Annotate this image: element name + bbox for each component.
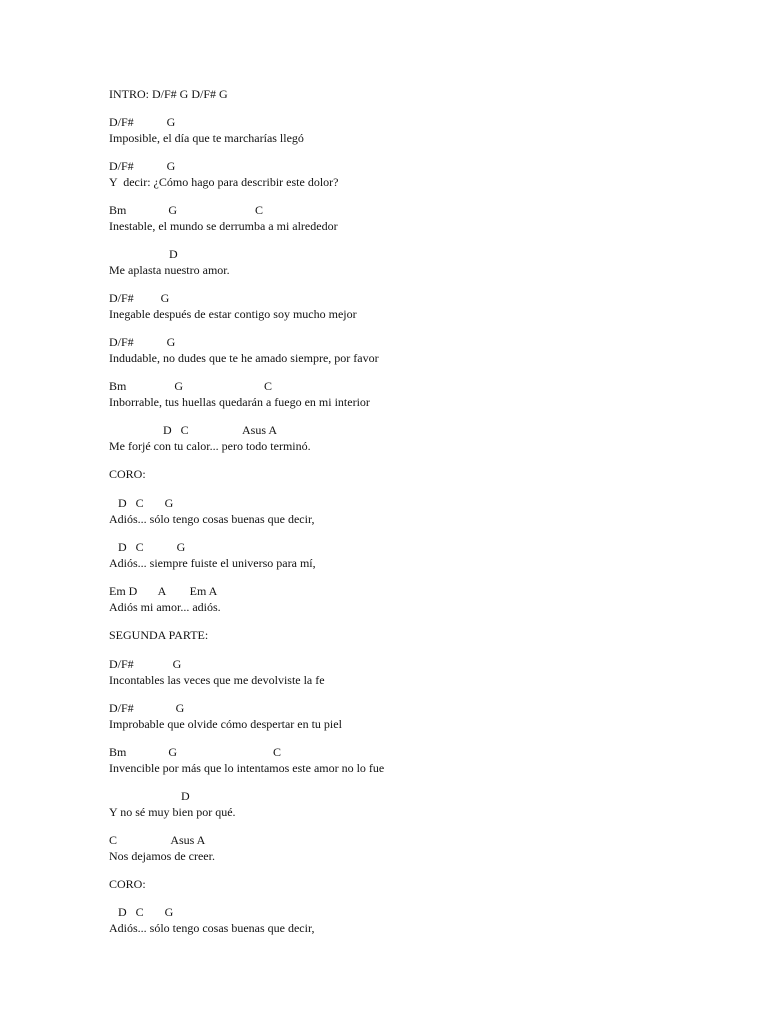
- chord-line: Bm G C: [109, 379, 273, 393]
- chord-line: D: [109, 789, 190, 803]
- lyric-line: Improbable que olvide cómo despertar en tu piel: [109, 717, 342, 731]
- chord-line: D/F# G: [109, 115, 176, 129]
- chord-line: Bm G C: [109, 203, 264, 217]
- chord-line: D C G: [109, 496, 174, 510]
- intro-line: INTRO: D/F# G D/F# G: [109, 87, 228, 101]
- lyric-line: Nos dejamos de creer.: [109, 849, 215, 863]
- chord-line: D: [109, 247, 178, 261]
- chord-line: D/F# G: [109, 335, 176, 349]
- lyric-line: Inestable, el mundo se derrumba a mi alrededor: [109, 219, 338, 233]
- section-heading: CORO:: [109, 877, 146, 891]
- chord-line: Em D A Em A: [109, 584, 218, 598]
- lyric-line: Adiós... sólo tengo cosas buenas que decir,: [109, 921, 315, 935]
- chord-line: D C Asus A: [109, 423, 278, 437]
- lyric-line: Me forjé con tu calor... pero todo terminó.: [109, 439, 311, 453]
- chord-line: D/F# G: [109, 701, 185, 715]
- lyric-line: Adiós... sólo tengo cosas buenas que decir,: [109, 512, 315, 526]
- lyric-line: Inborrable, tus huellas quedarán a fuego en mi interior: [109, 395, 370, 409]
- lyric-line: Indudable, no dudes que te he amado siempre, por favor: [109, 351, 379, 365]
- lyric-line: Y no sé muy bien por qué.: [109, 805, 236, 819]
- section-heading: SEGUNDA PARTE:: [109, 628, 209, 642]
- lyric-line: Adiós mi amor... adiós.: [109, 600, 221, 614]
- chord-line: D C G: [109, 540, 186, 554]
- lyric-line: Me aplasta nuestro amor.: [109, 263, 230, 277]
- chord-line: Bm G C: [109, 745, 282, 759]
- lyric-line: Incontables las veces que me devolviste la fe: [109, 673, 325, 687]
- lyric-line: Inegable después de estar contigo soy mucho mejor: [109, 307, 357, 321]
- lyric-line: Invencible por más que lo intentamos este amor no lo fue: [109, 761, 385, 775]
- chord-line: D/F# G: [109, 657, 182, 671]
- lyric-line: Imposible, el día que te marcharías llegó: [109, 131, 304, 145]
- chord-line: D C G: [109, 905, 174, 919]
- lyric-line: Adiós... siempre fuiste el universo para mí,: [109, 556, 316, 570]
- chord-line: D/F# G: [109, 291, 170, 305]
- lyric-line: Y decir: ¿Cómo hago para describir este dolor?: [109, 175, 339, 189]
- section-heading: CORO:: [109, 467, 146, 481]
- chord-line: D/F# G: [109, 159, 176, 173]
- chord-line: C Asus A: [109, 833, 206, 847]
